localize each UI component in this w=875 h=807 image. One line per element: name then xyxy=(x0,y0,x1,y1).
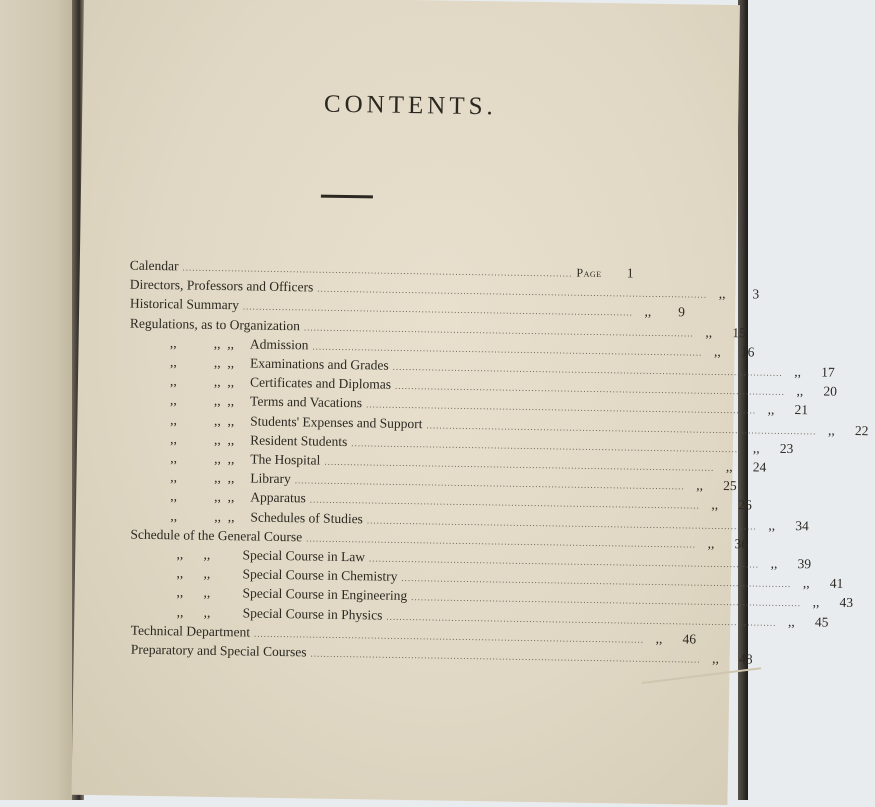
page-number: 43 xyxy=(839,595,854,611)
ditto-marks: ,, ,, xyxy=(176,546,211,562)
ditto-mark: ,, xyxy=(794,364,802,380)
leader-dots: ........................................................................................................................ xyxy=(366,514,757,532)
leader-dots: ........................................................................................................................ xyxy=(310,648,701,665)
ditto-mark: ,, xyxy=(712,650,720,666)
leader-dots: ........................................................................................................................ xyxy=(303,321,694,339)
toc-entry-label: The Hospital xyxy=(250,451,321,468)
leader-dots: ........................................................................................................................ xyxy=(392,361,783,378)
ditto-mark: ,, xyxy=(696,477,704,493)
toc-entry-label: Special Course in Chemistry xyxy=(242,566,398,585)
toc-entry-label: Special Course in Engineering xyxy=(242,585,408,604)
toc-entry-label: Students' Expenses and Support xyxy=(250,413,423,431)
ditto-mark: ,, xyxy=(796,383,804,399)
leader-dots: ........................................................................................................................ xyxy=(366,399,757,416)
ditto-marks: ,, ,, ,, xyxy=(170,392,235,409)
ditto-marks: ,, ,, ,, xyxy=(170,488,235,505)
page-title: CONTENTS. xyxy=(323,90,497,121)
ditto-mark: ,, xyxy=(718,286,726,302)
ditto-marks: ,, ,, ,, xyxy=(169,335,235,352)
page-number: 24 xyxy=(752,459,767,475)
page-number: 46 xyxy=(682,631,697,647)
leader-dots: ........................................................................................................................ xyxy=(324,456,715,473)
ditto-mark: ,, xyxy=(705,324,713,340)
leader-dots: ........................................................................................................................ xyxy=(394,380,786,398)
ditto-mark: ,, xyxy=(767,402,775,418)
ditto-mark: ,, xyxy=(770,555,778,571)
leader-dots: ........................................................................................................................ xyxy=(312,341,703,358)
leader-dots: ........................................................................................................................ xyxy=(253,628,645,645)
ditto-mark: ,, xyxy=(711,497,719,513)
facing-page-edge xyxy=(0,0,80,800)
page-number: 16 xyxy=(740,344,755,360)
page-number: 21 xyxy=(794,402,809,418)
page-number: 17 xyxy=(821,364,835,380)
toc-entry-label: Special Course in Law xyxy=(242,547,366,565)
page-number: 15 xyxy=(732,324,746,340)
ditto-mark: ,, xyxy=(707,535,715,551)
ditto-mark: ,, xyxy=(725,458,733,475)
toc-entry-label: Schedules of Studies xyxy=(250,509,364,526)
ditto-mark: ,, xyxy=(644,304,652,320)
leader-dots: ........................................................................................................................ xyxy=(242,301,633,318)
toc-entry-label: Admission xyxy=(249,336,309,353)
page-number: 3 xyxy=(752,286,760,302)
table-of-contents xyxy=(80,257,869,667)
contents-page xyxy=(71,0,869,805)
toc-entry-label: Resident Students xyxy=(250,432,348,449)
toc-entry-label: Schedule of the General Course xyxy=(130,526,303,545)
page-number: 36 xyxy=(734,535,749,552)
page-number: 20 xyxy=(823,383,838,399)
page-column-heading: Page xyxy=(576,265,602,281)
page-number: 39 xyxy=(797,556,812,572)
page-number: 25 xyxy=(723,478,737,494)
page-number: 34 xyxy=(795,517,809,533)
toc-entry-label: Technical Department xyxy=(130,622,251,640)
ditto-marks: ,, ,, xyxy=(176,565,211,582)
page-number: 26 xyxy=(738,497,752,513)
toc-entry-label: Examinations and Grades xyxy=(249,355,389,373)
page-number: 9 xyxy=(678,304,686,320)
ditto-marks: ,, ,, ,, xyxy=(169,354,235,371)
toc-entry-label: Certificates and Diplomas xyxy=(249,374,392,392)
ditto-marks: ,, ,, ,, xyxy=(170,469,235,486)
leader-dots: ........................................................................................................................ xyxy=(351,437,742,455)
leader-dots: ........................................................................................................................ xyxy=(182,262,573,279)
page-number: 48 xyxy=(738,651,753,667)
toc-entry-label: Special Course in Physics xyxy=(242,605,383,623)
ditto-mark: ,, xyxy=(827,422,835,438)
ditto-marks: ,, ,, ,, xyxy=(170,450,235,467)
ditto-mark: ,, xyxy=(787,613,795,629)
ditto-marks: ,, ,, ,, xyxy=(170,431,235,448)
ditto-mark: ,, xyxy=(655,630,663,646)
toc-entry-label: Regulations, as to Organization xyxy=(129,315,301,333)
toc-entry-label: Apparatus xyxy=(250,489,306,506)
page-number: 1 xyxy=(626,265,634,281)
leader-dots: ........................................................................................................................ xyxy=(426,419,817,436)
leader-dots: ........................................................................................................................ xyxy=(401,573,792,590)
toc-entry-label: Directors, Professors and Officers xyxy=(129,276,314,295)
ditto-mark: ,, xyxy=(752,440,760,456)
page-number: 45 xyxy=(814,614,829,630)
ditto-mark: ,, xyxy=(713,343,721,359)
leader-dots: ........................................................................................................................ xyxy=(369,553,760,570)
ditto-marks: ,, ,, xyxy=(176,603,211,620)
toc-entry-label: Historical Summary xyxy=(129,295,240,313)
page-number: 22 xyxy=(854,422,869,438)
toc-entry-label: Calendar xyxy=(129,257,179,274)
leader-dots: ........................................................................................................................ xyxy=(309,494,700,511)
ditto-marks: ,, ,, ,, xyxy=(170,507,235,524)
ditto-mark: ,, xyxy=(802,575,810,591)
ditto-marks: ,, ,, xyxy=(176,584,211,601)
leader-dots: ........................................................................................................................ xyxy=(294,475,685,492)
leader-dots: ........................................................................................................................ xyxy=(386,611,777,628)
toc-entry-label: Terms and Vacations xyxy=(249,393,363,411)
page-number: 41 xyxy=(829,575,844,592)
title-rule xyxy=(321,195,373,199)
page-number: 23 xyxy=(779,440,794,456)
toc-entry-label: Library xyxy=(250,470,291,487)
cover-edge xyxy=(738,0,748,800)
ditto-marks: ,, ,, ,, xyxy=(169,373,235,390)
ditto-mark: ,, xyxy=(768,517,776,533)
leader-dots: ........................................................................................................................ xyxy=(317,283,708,300)
leader-dots: ........................................................................................................................ xyxy=(306,533,697,550)
leader-dots: ........................................................................................................................ xyxy=(411,592,802,609)
toc-entry-label: Preparatory and Special Courses xyxy=(130,641,307,660)
ditto-mark: ,, xyxy=(812,594,820,610)
ditto-marks: ,, ,, ,, xyxy=(170,411,235,428)
